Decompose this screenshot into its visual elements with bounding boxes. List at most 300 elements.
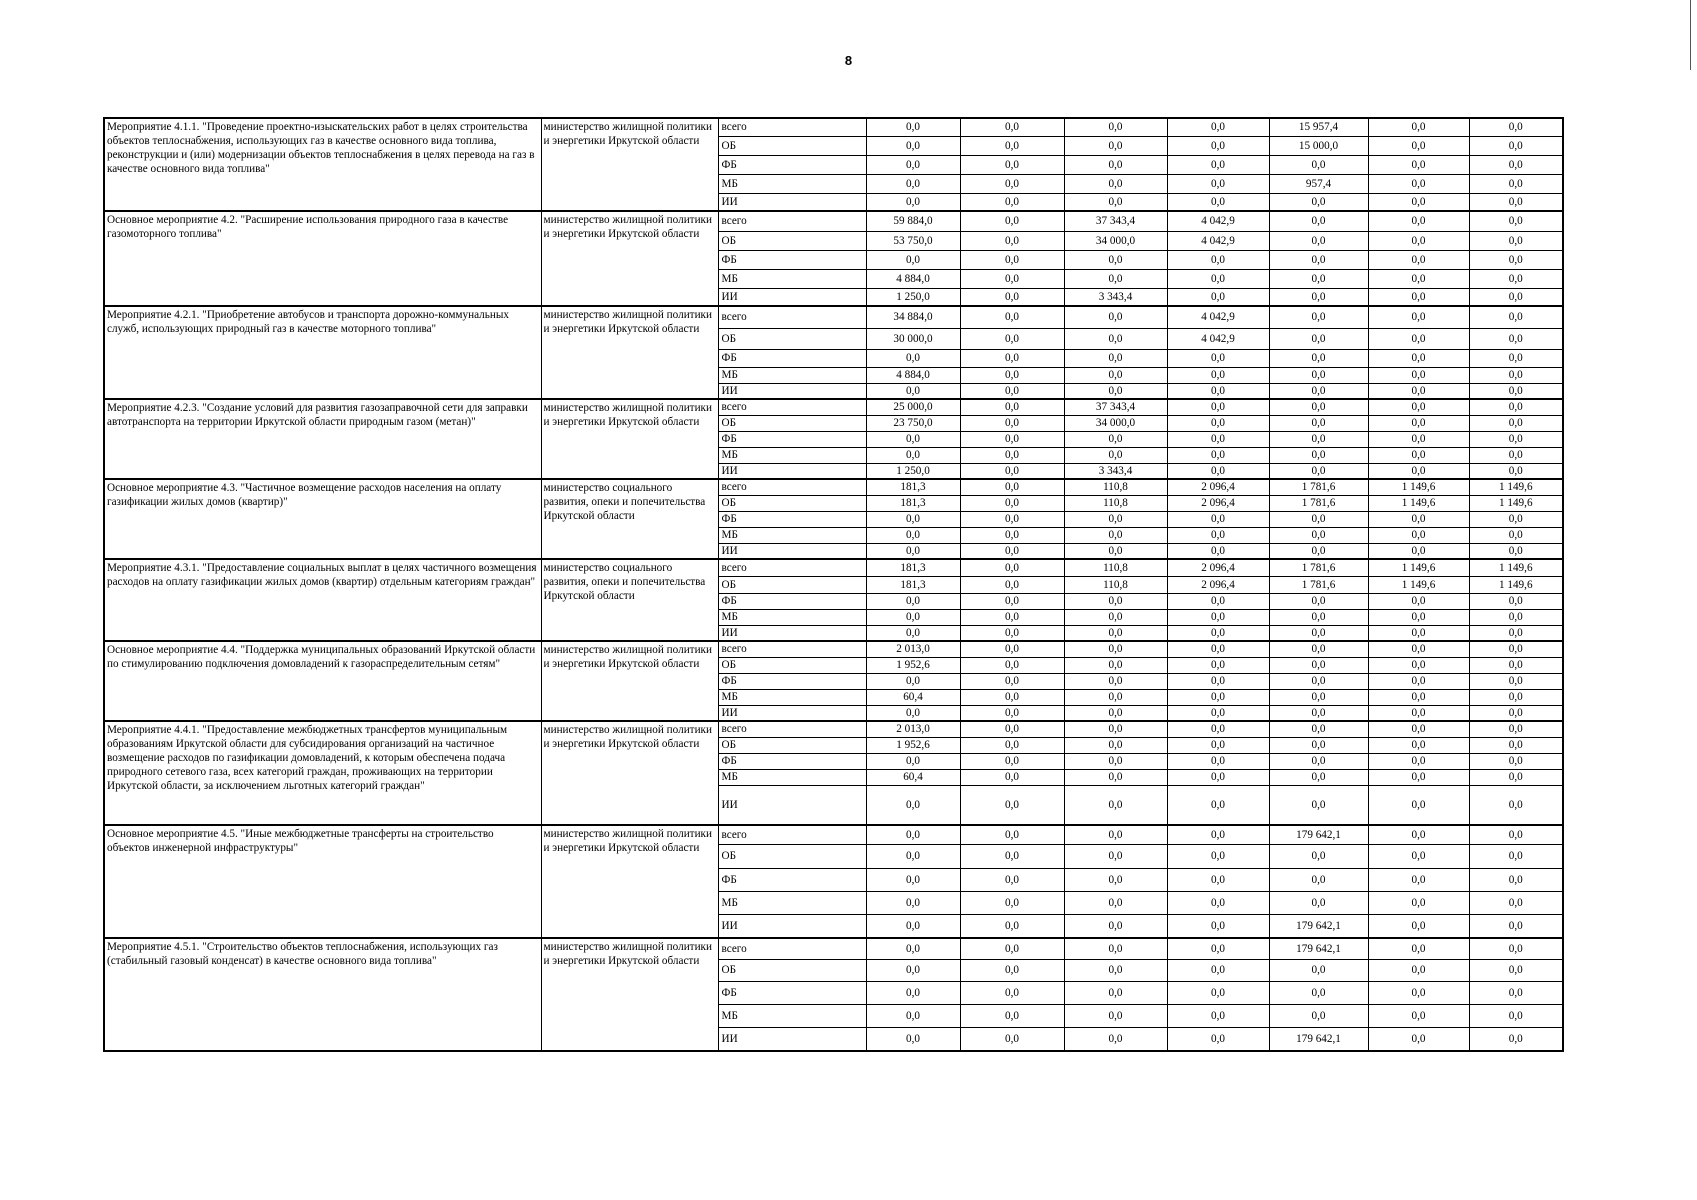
funding-source-cell: МБ bbox=[718, 689, 866, 705]
value-cell: 0,0 bbox=[1368, 527, 1469, 543]
funding-source-cell: ИИ bbox=[718, 785, 866, 825]
value-cell: 0,0 bbox=[960, 431, 1064, 447]
value-cell: 0,0 bbox=[1368, 328, 1469, 349]
value-cell: 0,0 bbox=[1368, 511, 1469, 527]
value-cell: 59 884,0 bbox=[866, 211, 960, 231]
value-cell: 0,0 bbox=[960, 250, 1064, 269]
funding-source-cell: всего bbox=[718, 211, 866, 231]
value-cell: 0,0 bbox=[1167, 1027, 1269, 1051]
funding-source-cell: ОБ bbox=[718, 844, 866, 868]
value-cell: 1 149,6 bbox=[1368, 495, 1469, 511]
value-cell: 179 642,1 bbox=[1269, 938, 1368, 959]
value-cell: 0,0 bbox=[1064, 769, 1167, 785]
value-cell: 0,0 bbox=[960, 367, 1064, 383]
value-cell: 0,0 bbox=[1469, 737, 1563, 753]
value-cell: 0,0 bbox=[1167, 914, 1269, 938]
value-cell: 0,0 bbox=[960, 399, 1064, 415]
value-cell: 0,0 bbox=[1469, 511, 1563, 527]
value-cell: 0,0 bbox=[1469, 447, 1563, 463]
value-cell: 1 149,6 bbox=[1368, 559, 1469, 576]
value-cell: 0,0 bbox=[1269, 785, 1368, 825]
value-cell: 0,0 bbox=[1469, 868, 1563, 891]
value-cell: 0,0 bbox=[1064, 689, 1167, 705]
value-cell: 0,0 bbox=[1269, 288, 1368, 306]
value-cell: 0,0 bbox=[1167, 527, 1269, 543]
value-cell: 0,0 bbox=[1469, 914, 1563, 938]
value-cell: 34 000,0 bbox=[1064, 231, 1167, 250]
funding-source-cell: ОБ bbox=[718, 576, 866, 593]
value-cell: 0,0 bbox=[1167, 383, 1269, 399]
value-cell: 0,0 bbox=[1469, 705, 1563, 721]
value-cell: 0,0 bbox=[1064, 250, 1167, 269]
value-cell: 0,0 bbox=[1469, 431, 1563, 447]
value-cell: 0,0 bbox=[1064, 914, 1167, 938]
value-cell: 0,0 bbox=[1469, 959, 1563, 981]
value-cell: 1 149,6 bbox=[1368, 479, 1469, 495]
value-cell: 0,0 bbox=[1064, 174, 1167, 193]
value-cell: 0,0 bbox=[1368, 399, 1469, 415]
value-cell: 0,0 bbox=[960, 657, 1064, 673]
value-cell: 0,0 bbox=[1064, 1027, 1167, 1051]
value-cell: 0,0 bbox=[1064, 673, 1167, 689]
value-cell: 0,0 bbox=[960, 495, 1064, 511]
value-cell: 0,0 bbox=[1368, 269, 1469, 288]
funding-source-cell: ФБ bbox=[718, 868, 866, 891]
value-cell: 0,0 bbox=[1469, 415, 1563, 431]
funding-source-cell: ИИ bbox=[718, 463, 866, 479]
value-cell: 0,0 bbox=[1167, 118, 1269, 136]
value-cell: 0,0 bbox=[1064, 383, 1167, 399]
value-cell: 0,0 bbox=[1167, 737, 1269, 753]
value-cell: 1 952,6 bbox=[866, 737, 960, 753]
value-cell: 0,0 bbox=[960, 938, 1064, 959]
value-cell: 0,0 bbox=[960, 211, 1064, 231]
funding-source-cell: ИИ bbox=[718, 543, 866, 559]
value-cell: 0,0 bbox=[1469, 543, 1563, 559]
value-cell: 0,0 bbox=[1064, 593, 1167, 609]
value-cell: 0,0 bbox=[960, 891, 1064, 914]
funding-table-body bbox=[104, 118, 1563, 1051]
value-cell: 0,0 bbox=[1368, 844, 1469, 868]
value-cell: 0,0 bbox=[1269, 250, 1368, 269]
funding-source-cell: ФБ bbox=[718, 673, 866, 689]
funding-source-cell: всего bbox=[718, 559, 866, 576]
value-cell: 0,0 bbox=[960, 753, 1064, 769]
value-cell: 0,0 bbox=[1269, 383, 1368, 399]
value-cell: 0,0 bbox=[1368, 593, 1469, 609]
value-cell: 0,0 bbox=[1469, 1004, 1563, 1027]
value-cell: 0,0 bbox=[866, 868, 960, 891]
value-cell: 0,0 bbox=[960, 174, 1064, 193]
value-cell: 0,0 bbox=[1167, 673, 1269, 689]
funding-source-cell: МБ bbox=[718, 609, 866, 625]
value-cell: 0,0 bbox=[960, 349, 1064, 367]
value-cell: 0,0 bbox=[1368, 737, 1469, 753]
value-cell: 4 884,0 bbox=[866, 269, 960, 288]
executor-cell: министерство жилищной политики и энергетики Иркутской области bbox=[541, 118, 718, 211]
value-cell: 0,0 bbox=[1368, 868, 1469, 891]
value-cell: 0,0 bbox=[1368, 431, 1469, 447]
value-cell: 0,0 bbox=[1167, 689, 1269, 705]
value-cell: 0,0 bbox=[1064, 328, 1167, 349]
value-cell: 0,0 bbox=[1167, 288, 1269, 306]
value-cell: 0,0 bbox=[1469, 657, 1563, 673]
value-cell: 0,0 bbox=[960, 1004, 1064, 1027]
value-cell: 0,0 bbox=[1167, 136, 1269, 155]
funding-table bbox=[103, 117, 1564, 1052]
value-cell: 0,0 bbox=[1469, 673, 1563, 689]
value-cell: 0,0 bbox=[1469, 981, 1563, 1004]
value-cell: 2 096,4 bbox=[1167, 576, 1269, 593]
value-cell: 0,0 bbox=[866, 625, 960, 641]
value-cell: 0,0 bbox=[960, 914, 1064, 938]
funding-source-cell: всего bbox=[718, 938, 866, 959]
value-cell: 2 096,4 bbox=[1167, 479, 1269, 495]
value-cell: 0,0 bbox=[1269, 511, 1368, 527]
value-cell: 0,0 bbox=[960, 721, 1064, 737]
activity-name-cell: Основное мероприятие 4.2. "Расширение использования природного газа в качестве газомоторного топлива" bbox=[104, 211, 541, 306]
value-cell: 0,0 bbox=[1064, 891, 1167, 914]
value-cell: 0,0 bbox=[1064, 737, 1167, 753]
value-cell: 0,0 bbox=[1269, 657, 1368, 673]
value-cell: 0,0 bbox=[1368, 721, 1469, 737]
value-cell: 15 957,4 bbox=[1269, 118, 1368, 136]
value-cell: 0,0 bbox=[866, 959, 960, 981]
activity-name-cell: Основное мероприятие 4.3. "Частичное возмещение расходов населения на оплату газификации жилых домов (квартир)" bbox=[104, 479, 541, 559]
value-cell: 0,0 bbox=[960, 463, 1064, 479]
value-cell: 0,0 bbox=[1368, 250, 1469, 269]
funding-source-cell: ИИ bbox=[718, 288, 866, 306]
value-cell: 0,0 bbox=[1469, 367, 1563, 383]
value-cell: 0,0 bbox=[1064, 155, 1167, 174]
value-cell: 0,0 bbox=[1064, 938, 1167, 959]
funding-source-cell: МБ bbox=[718, 447, 866, 463]
value-cell: 0,0 bbox=[866, 155, 960, 174]
value-cell: 0,0 bbox=[1064, 609, 1167, 625]
value-cell: 0,0 bbox=[960, 785, 1064, 825]
value-cell: 0,0 bbox=[1269, 868, 1368, 891]
value-cell: 0,0 bbox=[960, 527, 1064, 543]
value-cell: 2 096,4 bbox=[1167, 495, 1269, 511]
value-cell: 0,0 bbox=[1368, 193, 1469, 211]
value-cell: 1 781,6 bbox=[1269, 495, 1368, 511]
activity-name-cell: Основное мероприятие 4.4. "Поддержка муниципальных образований Иркутской области по стимулированию подключения домовладений к газораспределительным сетям" bbox=[104, 641, 541, 721]
value-cell: 0,0 bbox=[1469, 193, 1563, 211]
value-cell: 0,0 bbox=[960, 383, 1064, 399]
value-cell: 0,0 bbox=[1269, 463, 1368, 479]
funding-source-cell: всего bbox=[718, 641, 866, 657]
value-cell: 0,0 bbox=[960, 689, 1064, 705]
value-cell: 0,0 bbox=[1064, 367, 1167, 383]
funding-source-cell: ФБ bbox=[718, 349, 866, 367]
value-cell: 0,0 bbox=[1064, 447, 1167, 463]
value-cell: 4 042,9 bbox=[1167, 211, 1269, 231]
value-cell: 0,0 bbox=[960, 447, 1064, 463]
value-cell: 0,0 bbox=[1368, 136, 1469, 155]
value-cell: 0,0 bbox=[960, 868, 1064, 891]
value-cell: 110,8 bbox=[1064, 559, 1167, 576]
value-cell: 0,0 bbox=[1167, 269, 1269, 288]
value-cell: 0,0 bbox=[1064, 527, 1167, 543]
value-cell: 0,0 bbox=[960, 825, 1064, 844]
value-cell: 0,0 bbox=[1469, 383, 1563, 399]
value-cell: 4 042,9 bbox=[1167, 231, 1269, 250]
funding-source-cell: всего bbox=[718, 479, 866, 495]
value-cell: 0,0 bbox=[960, 136, 1064, 155]
value-cell: 0,0 bbox=[1368, 959, 1469, 981]
value-cell: 0,0 bbox=[1269, 415, 1368, 431]
value-cell: 3 343,4 bbox=[1064, 288, 1167, 306]
value-cell: 25 000,0 bbox=[866, 399, 960, 415]
funding-source-cell: ОБ bbox=[718, 231, 866, 250]
funding-source-cell: ИИ bbox=[718, 705, 866, 721]
value-cell: 0,0 bbox=[1064, 705, 1167, 721]
value-cell: 0,0 bbox=[1269, 193, 1368, 211]
value-cell: 0,0 bbox=[960, 288, 1064, 306]
value-cell: 0,0 bbox=[1368, 174, 1469, 193]
value-cell: 0,0 bbox=[960, 559, 1064, 576]
value-cell: 0,0 bbox=[1167, 447, 1269, 463]
value-cell: 0,0 bbox=[1064, 641, 1167, 657]
value-cell: 0,0 bbox=[1064, 844, 1167, 868]
value-cell: 110,8 bbox=[1064, 576, 1167, 593]
value-cell: 0,0 bbox=[1469, 891, 1563, 914]
value-cell: 0,0 bbox=[1368, 914, 1469, 938]
value-cell: 0,0 bbox=[1469, 328, 1563, 349]
value-cell: 0,0 bbox=[1469, 593, 1563, 609]
value-cell: 0,0 bbox=[1167, 609, 1269, 625]
value-cell: 0,0 bbox=[1064, 753, 1167, 769]
value-cell: 0,0 bbox=[1269, 769, 1368, 785]
funding-source-cell: МБ bbox=[718, 527, 866, 543]
funding-source-cell: ОБ bbox=[718, 657, 866, 673]
value-cell: 0,0 bbox=[960, 306, 1064, 328]
value-cell: 0,0 bbox=[1269, 891, 1368, 914]
funding-source-cell: ОБ bbox=[718, 136, 866, 155]
value-cell: 0,0 bbox=[1469, 844, 1563, 868]
value-cell: 0,0 bbox=[866, 914, 960, 938]
funding-source-cell: ОБ bbox=[718, 328, 866, 349]
page-number: 8 bbox=[844, 53, 853, 68]
funding-source-cell: МБ bbox=[718, 891, 866, 914]
value-cell: 0,0 bbox=[1064, 118, 1167, 136]
value-cell: 1 149,6 bbox=[1368, 576, 1469, 593]
value-cell: 0,0 bbox=[1469, 463, 1563, 479]
value-cell: 0,0 bbox=[960, 641, 1064, 657]
value-cell: 0,0 bbox=[1368, 641, 1469, 657]
value-cell: 0,0 bbox=[1167, 868, 1269, 891]
funding-source-cell: всего bbox=[718, 399, 866, 415]
value-cell: 1 250,0 bbox=[866, 288, 960, 306]
value-cell: 4 884,0 bbox=[866, 367, 960, 383]
funding-source-cell: всего bbox=[718, 825, 866, 844]
activity-name-cell: Мероприятие 4.2.3. "Создание условий для развития газозаправочной сети для заправки автотранспорта на территории Иркутской области природным газом (метан)" bbox=[104, 399, 541, 479]
value-cell: 0,0 bbox=[1167, 625, 1269, 641]
value-cell: 0,0 bbox=[1269, 269, 1368, 288]
value-cell: 0,0 bbox=[1368, 349, 1469, 367]
funding-source-cell: ОБ bbox=[718, 495, 866, 511]
executor-cell: министерство жилищной политики и энергетики Иркутской области bbox=[541, 399, 718, 479]
value-cell: 0,0 bbox=[1269, 689, 1368, 705]
value-cell: 0,0 bbox=[1167, 844, 1269, 868]
activity-name-cell: Мероприятие 4.5.1. "Строительство объектов теплоснабжения, использующих газ (стабильный газовый конденсат) в качестве основного вида топлива" bbox=[104, 938, 541, 1051]
value-cell: 0,0 bbox=[1167, 641, 1269, 657]
value-cell: 179 642,1 bbox=[1269, 825, 1368, 844]
funding-source-cell: ФБ bbox=[718, 593, 866, 609]
value-cell: 0,0 bbox=[960, 543, 1064, 559]
funding-source-cell: ИИ bbox=[718, 625, 866, 641]
funding-source-cell: ОБ bbox=[718, 415, 866, 431]
value-cell: 110,8 bbox=[1064, 495, 1167, 511]
value-cell: 0,0 bbox=[1368, 753, 1469, 769]
funding-source-cell: ОБ bbox=[718, 737, 866, 753]
activity-name-cell: Мероприятие 4.1.1. "Проведение проектно-изыскательских работ в целях строительства объектов теплоснабжения, использующих газ в качестве основного вида топлива, реконструкции и (или) модернизации объектов теплоснабжения в целях перевода на газ в качестве основного вида топлива" bbox=[104, 118, 541, 211]
value-cell: 0,0 bbox=[1064, 511, 1167, 527]
table-row bbox=[104, 118, 1563, 136]
value-cell: 0,0 bbox=[1167, 769, 1269, 785]
value-cell: 0,0 bbox=[1269, 721, 1368, 737]
value-cell: 0,0 bbox=[1469, 211, 1563, 231]
value-cell: 0,0 bbox=[1064, 193, 1167, 211]
value-cell: 0,0 bbox=[1368, 938, 1469, 959]
value-cell: 0,0 bbox=[1368, 769, 1469, 785]
value-cell: 0,0 bbox=[1368, 463, 1469, 479]
value-cell: 1 149,6 bbox=[1469, 495, 1563, 511]
value-cell: 0,0 bbox=[1269, 737, 1368, 753]
value-cell: 0,0 bbox=[1167, 657, 1269, 673]
value-cell: 0,0 bbox=[1368, 689, 1469, 705]
value-cell: 0,0 bbox=[1167, 155, 1269, 174]
value-cell: 0,0 bbox=[1064, 269, 1167, 288]
value-cell: 179 642,1 bbox=[1269, 914, 1368, 938]
value-cell: 0,0 bbox=[960, 844, 1064, 868]
table-row bbox=[104, 825, 1563, 844]
value-cell: 0,0 bbox=[866, 511, 960, 527]
value-cell: 0,0 bbox=[866, 844, 960, 868]
value-cell: 1 781,6 bbox=[1269, 479, 1368, 495]
value-cell: 0,0 bbox=[1269, 328, 1368, 349]
value-cell: 0,0 bbox=[1368, 231, 1469, 250]
value-cell: 0,0 bbox=[866, 136, 960, 155]
value-cell: 0,0 bbox=[1269, 211, 1368, 231]
value-cell: 0,0 bbox=[1368, 288, 1469, 306]
value-cell: 0,0 bbox=[1167, 593, 1269, 609]
funding-source-cell: МБ bbox=[718, 367, 866, 383]
activity-name-cell: Основное мероприятие 4.5. "Иные межбюджетные трансферты на строительство объектов инженерной инфраструктуры" bbox=[104, 825, 541, 938]
value-cell: 0,0 bbox=[866, 825, 960, 844]
value-cell: 0,0 bbox=[1469, 753, 1563, 769]
executor-cell: министерство жилищной политики и энергетики Иркутской области bbox=[541, 825, 718, 938]
value-cell: 1 781,6 bbox=[1269, 576, 1368, 593]
value-cell: 0,0 bbox=[1269, 543, 1368, 559]
value-cell: 0,0 bbox=[1368, 367, 1469, 383]
value-cell: 0,0 bbox=[960, 415, 1064, 431]
value-cell: 0,0 bbox=[1269, 959, 1368, 981]
value-cell: 0,0 bbox=[866, 431, 960, 447]
value-cell: 2 096,4 bbox=[1167, 559, 1269, 576]
value-cell: 179 642,1 bbox=[1269, 1027, 1368, 1051]
value-cell: 0,0 bbox=[960, 981, 1064, 1004]
funding-source-cell: ИИ bbox=[718, 383, 866, 399]
value-cell: 0,0 bbox=[1469, 938, 1563, 959]
funding-source-cell: ОБ bbox=[718, 959, 866, 981]
value-cell: 0,0 bbox=[960, 1027, 1064, 1051]
value-cell: 0,0 bbox=[866, 609, 960, 625]
value-cell: 0,0 bbox=[1469, 231, 1563, 250]
value-cell: 0,0 bbox=[1368, 673, 1469, 689]
funding-source-cell: ФБ bbox=[718, 753, 866, 769]
value-cell: 0,0 bbox=[1368, 825, 1469, 844]
executor-cell: министерство социального развития, опеки и попечительства Иркутской области bbox=[541, 559, 718, 641]
value-cell: 0,0 bbox=[1269, 981, 1368, 1004]
value-cell: 4 042,9 bbox=[1167, 306, 1269, 328]
value-cell: 0,0 bbox=[960, 593, 1064, 609]
value-cell: 0,0 bbox=[1167, 543, 1269, 559]
value-cell: 0,0 bbox=[1064, 431, 1167, 447]
value-cell: 0,0 bbox=[866, 383, 960, 399]
activity-name-cell: Мероприятие 4.3.1. "Предоставление социальных выплат в целях частичного возмещения расходов на оплату газификации жилых домов (квартир) отдельным категориям граждан" bbox=[104, 559, 541, 641]
value-cell: 0,0 bbox=[1167, 367, 1269, 383]
executor-cell: министерство жилищной политики и энергетики Иркутской области bbox=[541, 641, 718, 721]
value-cell: 0,0 bbox=[1167, 981, 1269, 1004]
funding-source-cell: МБ bbox=[718, 174, 866, 193]
value-cell: 0,0 bbox=[1469, 118, 1563, 136]
table-row bbox=[104, 641, 1563, 657]
value-cell: 0,0 bbox=[1064, 959, 1167, 981]
value-cell: 0,0 bbox=[866, 543, 960, 559]
value-cell: 0,0 bbox=[866, 527, 960, 543]
value-cell: 0,0 bbox=[1269, 625, 1368, 641]
value-cell: 0,0 bbox=[1167, 193, 1269, 211]
value-cell: 0,0 bbox=[1469, 174, 1563, 193]
executor-cell: министерство жилищной политики и энергетики Иркутской области bbox=[541, 721, 718, 825]
value-cell: 0,0 bbox=[1269, 349, 1368, 367]
value-cell: 0,0 bbox=[1167, 399, 1269, 415]
value-cell: 0,0 bbox=[1469, 527, 1563, 543]
value-cell: 0,0 bbox=[1167, 431, 1269, 447]
value-cell: 53 750,0 bbox=[866, 231, 960, 250]
value-cell: 0,0 bbox=[866, 447, 960, 463]
value-cell: 0,0 bbox=[1368, 1004, 1469, 1027]
value-cell: 181,3 bbox=[866, 576, 960, 593]
value-cell: 0,0 bbox=[1368, 657, 1469, 673]
value-cell: 2 013,0 bbox=[866, 721, 960, 737]
funding-source-cell: ИИ bbox=[718, 1027, 866, 1051]
value-cell: 0,0 bbox=[1469, 269, 1563, 288]
value-cell: 0,0 bbox=[1368, 543, 1469, 559]
value-cell: 0,0 bbox=[1167, 174, 1269, 193]
value-cell: 0,0 bbox=[960, 576, 1064, 593]
value-cell: 0,0 bbox=[1167, 825, 1269, 844]
value-cell: 0,0 bbox=[866, 891, 960, 914]
value-cell: 0,0 bbox=[1064, 306, 1167, 328]
table-row bbox=[104, 399, 1563, 415]
value-cell: 0,0 bbox=[1368, 981, 1469, 1004]
value-cell: 0,0 bbox=[1469, 306, 1563, 328]
funding-source-cell: всего bbox=[718, 306, 866, 328]
value-cell: 0,0 bbox=[1269, 705, 1368, 721]
value-cell: 23 750,0 bbox=[866, 415, 960, 431]
value-cell: 0,0 bbox=[1469, 399, 1563, 415]
value-cell: 0,0 bbox=[1064, 543, 1167, 559]
value-cell: 0,0 bbox=[1167, 891, 1269, 914]
value-cell: 0,0 bbox=[960, 328, 1064, 349]
value-cell: 0,0 bbox=[866, 174, 960, 193]
value-cell: 0,0 bbox=[1469, 136, 1563, 155]
value-cell: 0,0 bbox=[1269, 593, 1368, 609]
value-cell: 0,0 bbox=[1167, 1004, 1269, 1027]
value-cell: 0,0 bbox=[1064, 349, 1167, 367]
